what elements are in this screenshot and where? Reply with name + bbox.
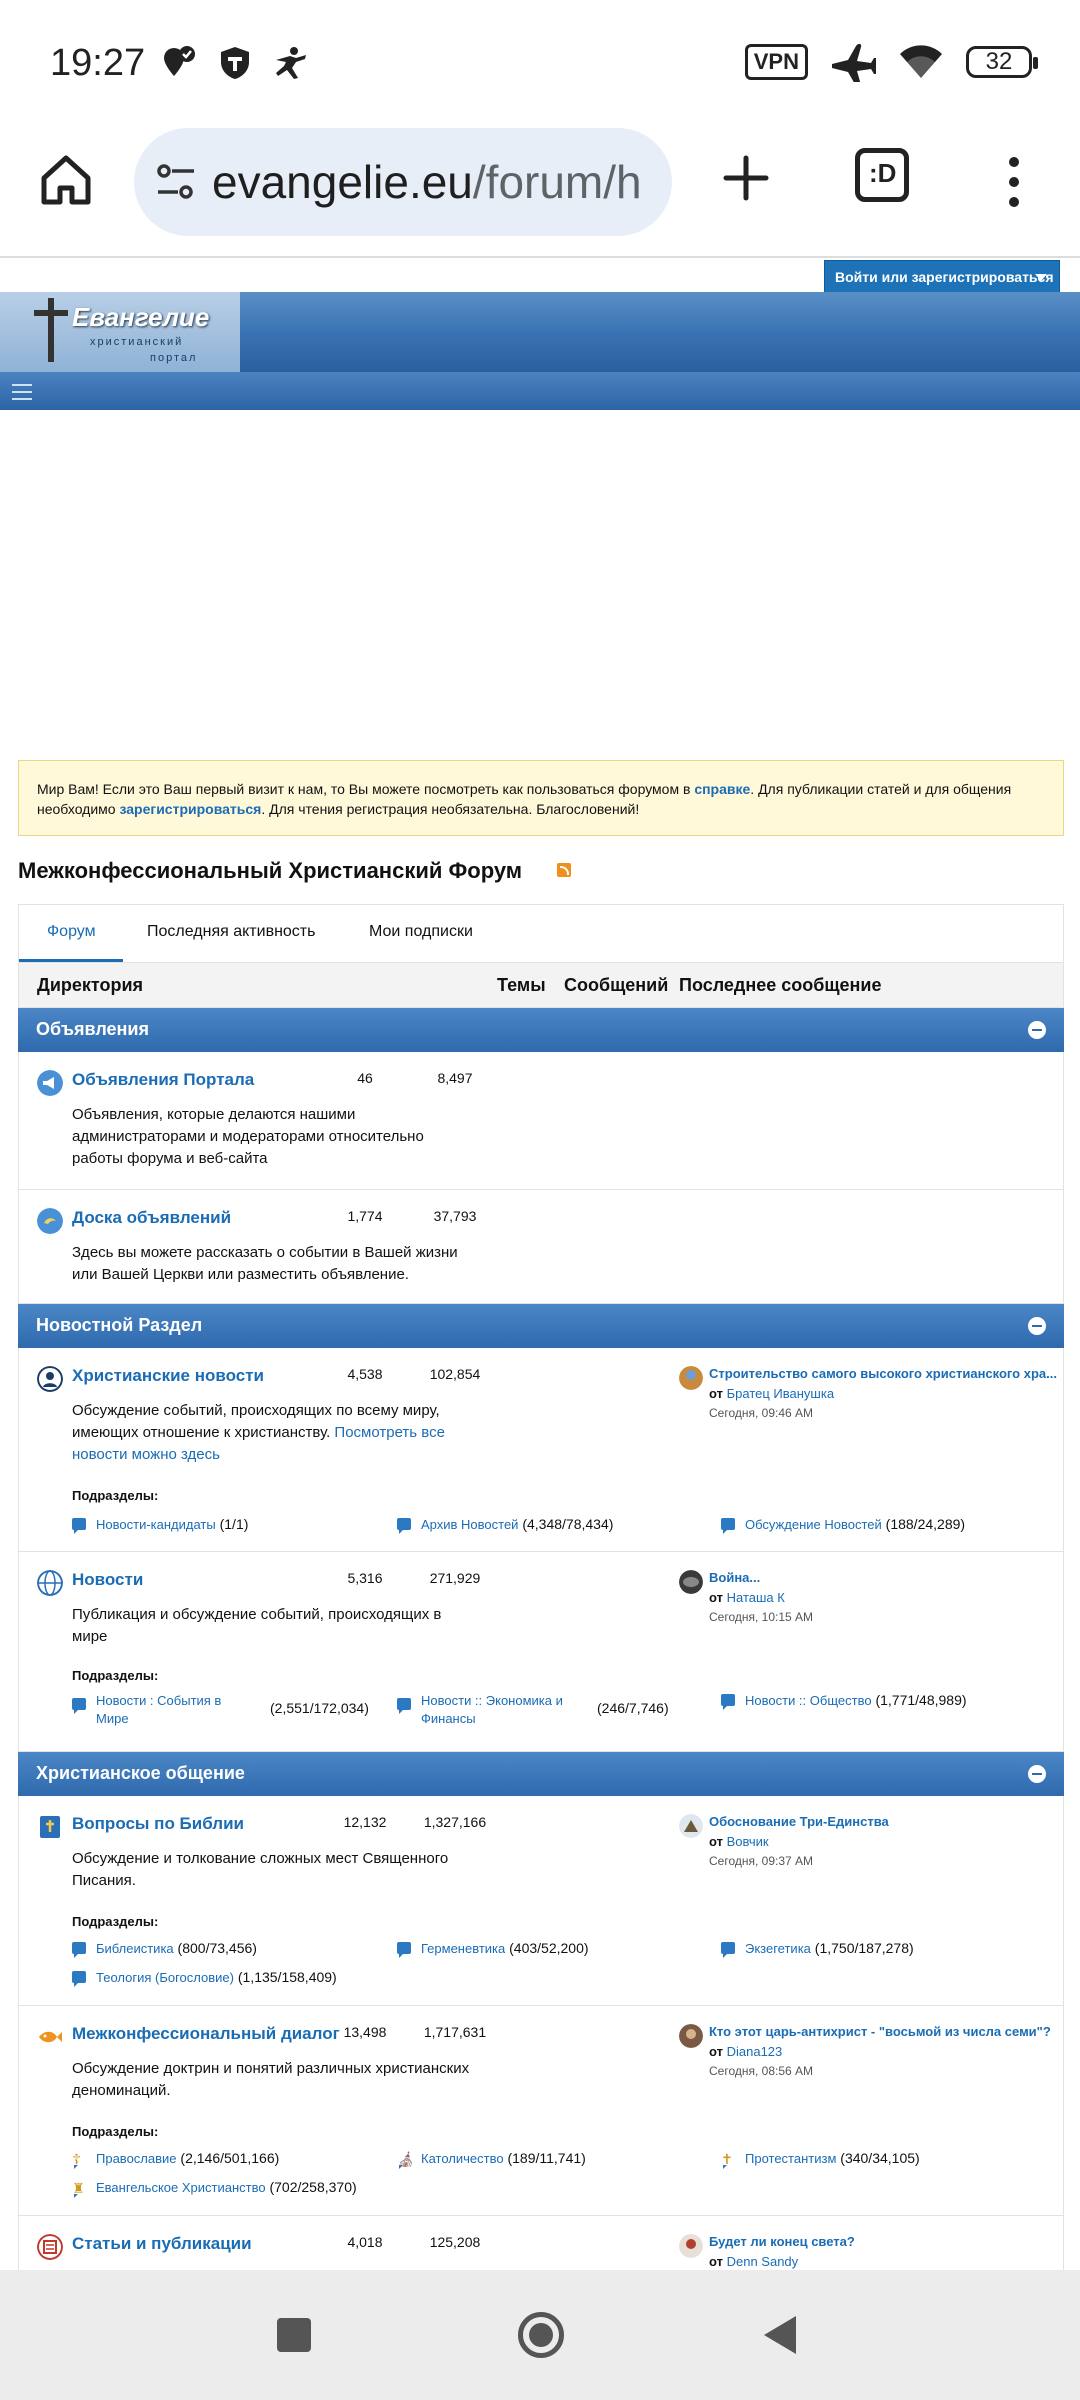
subforum-item[interactable]	[72, 2150, 279, 2166]
forum-description: Обсуждение и толкование сложных мест Священного Писания.	[72, 1850, 449, 1889]
orthodox-cross-icon: ☦	[72, 2151, 86, 2165]
posts-count: 1,717,631	[423, 2024, 487, 2040]
subforums-label: Подразделы:	[72, 1488, 159, 1503]
by-prefix: от	[709, 2044, 723, 2059]
last-post-user[interactable]: Diana123	[726, 2044, 783, 2059]
login-register-button[interactable]	[824, 260, 1060, 294]
subforum-counts: (800/73,456)	[177, 1940, 257, 1956]
cross-icon: ✝	[721, 2151, 735, 2165]
subforum-counts: (2,551/172,034)	[270, 1700, 369, 1716]
subforum-link[interactable]: Евангельское Христианство	[96, 2180, 266, 2195]
subforum-link[interactable]: Католичество	[421, 2151, 504, 2166]
last-post-title[interactable]: Война...	[709, 1570, 761, 1585]
subforum-counts: (189/11,741)	[507, 2150, 586, 2166]
column-directory: Директория	[37, 975, 144, 995]
subforum-icon	[721, 1942, 735, 1954]
forum-description: Здесь вы можете рассказать о событии в Вашей жизни или Вашей Церкви или разместить объявление.	[72, 1244, 458, 1283]
all-news-link[interactable]: Посмотреть все новости можно здесь	[72, 1424, 445, 1463]
last-post-user[interactable]: Братец Иванушка	[726, 1386, 835, 1401]
subforum-icon	[72, 1518, 86, 1530]
subforum-link[interactable]: Новости : События в Мире	[96, 1693, 222, 1726]
subforum-link[interactable]: Новости-кандидаты	[96, 1517, 216, 1532]
subforums-label: Подразделы:	[72, 1668, 159, 1683]
forum-title[interactable]: Вопросы по Библии	[72, 1814, 244, 1833]
subforum-link[interactable]: Экзегетика	[745, 1941, 811, 1956]
tab-my-subscriptions[interactable]: Мои подписки	[369, 923, 473, 940]
last-post-user[interactable]: Denn Sandy	[726, 2254, 799, 2269]
forum-row	[18, 2216, 1064, 2276]
subforum-counts: (403/52,200)	[509, 1940, 589, 1956]
system-nav-bar	[0, 2270, 1080, 2400]
subforum-item[interactable]	[397, 1692, 669, 1728]
topics-count: 4,018	[347, 2234, 383, 2250]
subforum-icon	[397, 1698, 411, 1710]
subforum-counts: (246/7,746)	[597, 1700, 669, 1716]
by-prefix: от	[709, 2254, 723, 2269]
bible-icon	[37, 1814, 63, 1840]
forum-row	[18, 1348, 1064, 1552]
column-last-post: Последнее сообщение	[679, 975, 882, 995]
logo-line2: христианский	[90, 336, 184, 348]
forum-title[interactable]: Объявления Портала	[72, 1070, 255, 1089]
forum-navbar	[0, 372, 1080, 410]
subforum-icon	[721, 1694, 735, 1706]
location-check-icon	[160, 44, 198, 82]
chalice-icon: ♜	[72, 2180, 85, 2196]
last-post-title[interactable]: Будет ли конец света?	[709, 2234, 855, 2249]
subforum-counts: (2,146/501,166)	[180, 2150, 280, 2166]
avatar[interactable]	[679, 1814, 703, 1838]
topics-count: 46	[357, 1070, 373, 1086]
by-prefix: от	[709, 1834, 723, 1849]
forum-row	[18, 1052, 1064, 1190]
section-header[interactable]	[18, 1304, 1064, 1348]
forum-row	[18, 2006, 1064, 2216]
subforum-link[interactable]: Православие	[96, 2151, 177, 2166]
topics-count: 12,132	[343, 1814, 387, 1830]
last-post-author	[709, 1834, 769, 1849]
forum-description-text: Обсуждение событий, происходящих по всему миру, имеющих отношение к христианству.	[72, 1402, 440, 1441]
subforum-counts: (4,348/78,434)	[522, 1516, 614, 1532]
subforum-counts: (340/34,105)	[840, 2150, 920, 2166]
last-post-user[interactable]: Наташа К	[726, 1590, 785, 1605]
subforum-link[interactable]: Обсуждение Новостей	[745, 1517, 882, 1532]
person-icon	[272, 44, 310, 82]
megaphone-icon	[37, 1070, 63, 1096]
subforum-link[interactable]: Архив Новостей	[421, 1517, 519, 1532]
last-post-author	[709, 2044, 782, 2059]
subforum-link[interactable]: Герменевтика	[421, 1941, 506, 1956]
church-icon: ⛪	[397, 2151, 415, 2167]
forum-title[interactable]: Межконфессиональный диалог	[72, 2024, 340, 2043]
subforum-item[interactable]	[72, 1692, 369, 1728]
section-header[interactable]	[18, 1008, 1064, 1052]
back-icon[interactable]	[764, 2316, 796, 2354]
subforum-item[interactable]	[721, 1940, 914, 1956]
tab-forum[interactable]: Форум	[47, 923, 96, 940]
site-banner	[0, 292, 1080, 372]
subforum-item[interactable]	[72, 1940, 257, 1956]
tabs-glyph: :D	[869, 158, 897, 188]
forum-topbar	[0, 258, 1080, 292]
login-register-label: Войти или зарегистрироваться	[835, 269, 1054, 285]
section-title: Христианское общение	[36, 1763, 245, 1783]
avatar[interactable]	[679, 1570, 703, 1594]
posts-count: 271,929	[429, 1570, 481, 1586]
subforum-link[interactable]: Протестантизм	[745, 2151, 837, 2166]
last-post-date: Сегодня, 09:46 AM	[709, 1406, 814, 1420]
tabs-icon[interactable]	[855, 148, 909, 202]
forum-description: Обсуждение доктрин и понятий различных христианских деноминаций.	[72, 2060, 470, 2099]
subforum-item[interactable]	[72, 2179, 357, 2195]
battery-icon: 32	[966, 46, 1032, 78]
subforum-counts: (1,771/48,989)	[875, 1692, 967, 1708]
welcome-notice	[18, 760, 1064, 836]
logo-title: Евангелие	[72, 302, 210, 332]
cross-icon	[48, 298, 54, 362]
forum-title[interactable]: Христианские новости	[72, 1366, 264, 1385]
forum-title[interactable]: Новости	[72, 1570, 144, 1589]
avatar[interactable]	[679, 1366, 703, 1390]
recents-icon[interactable]	[277, 2318, 311, 2352]
forum-description: Публикация и обсуждение событий, происходящих в мире	[72, 1606, 442, 1645]
globe-icon	[37, 1570, 63, 1596]
caret-down-icon	[1035, 274, 1047, 281]
subforum-link[interactable]: Теология (Богословие)	[96, 1970, 234, 1985]
collapse-icon[interactable]	[1028, 1021, 1046, 1039]
url-text[interactable]	[212, 155, 642, 209]
fish-icon	[37, 2024, 63, 2050]
posts-count: 8,497	[437, 1070, 473, 1086]
vpn-badge: VPN	[745, 44, 808, 80]
subforum-counts: (1,135/158,409)	[237, 1969, 337, 1985]
browser-toolbar	[0, 128, 1080, 258]
last-post-author	[709, 1590, 785, 1605]
subforum-icon	[721, 1518, 735, 1530]
last-post-title[interactable]: Строительство самого высокого христианского хра...	[709, 1366, 1057, 1381]
logo-line3: портал	[150, 352, 198, 364]
topics-count: 1,774	[347, 1208, 383, 1224]
status-bar	[0, 0, 1080, 128]
subforum-item[interactable]	[72, 1969, 337, 1985]
avatar[interactable]	[679, 2234, 703, 2258]
last-post-author	[709, 1386, 834, 1401]
last-post-user[interactable]: Вовчик	[726, 1834, 769, 1849]
subforum-item[interactable]	[397, 2150, 586, 2166]
subforum-item[interactable]	[397, 1516, 613, 1532]
notice-text-3: . Для чтения регистрация необязательна. Благословений!	[261, 801, 640, 817]
section-header[interactable]	[18, 1752, 1064, 1796]
help-link[interactable]: справке	[694, 781, 751, 797]
subforum-icon	[72, 1698, 86, 1710]
subforum-counts: (702/258,370)	[269, 2179, 357, 2195]
subforum-icon	[72, 1942, 86, 1954]
subforum-link[interactable]: Библеистика	[96, 1941, 174, 1956]
avatar[interactable]	[679, 2024, 703, 2048]
clock: 19:27	[50, 42, 146, 84]
section-title: Объявления	[36, 1019, 149, 1039]
forum-row	[18, 1552, 1064, 1752]
plus-icon[interactable]	[718, 150, 774, 206]
subforum-link[interactable]: Новости :: Экономика и Финансы	[421, 1693, 563, 1726]
articles-icon	[37, 2234, 63, 2260]
by-prefix: от	[709, 1590, 723, 1605]
subforum-item[interactable]	[721, 1516, 965, 1532]
last-post-title[interactable]: Кто этот царь-антихрист - "восьмой из числа семи"?	[709, 2024, 1051, 2039]
hamburger-menu-icon[interactable]	[12, 384, 32, 400]
url-host: evangelie.eu	[212, 156, 473, 208]
subforum-counts: (188/24,289)	[885, 1516, 966, 1532]
collapse-icon[interactable]	[1028, 1765, 1046, 1783]
subforum-item[interactable]	[72, 1516, 248, 1532]
subforum-counts: (1,750/187,278)	[814, 1940, 914, 1956]
subforum-item[interactable]	[397, 1940, 589, 1956]
tune-icon[interactable]	[154, 160, 198, 204]
subforums-label: Подразделы:	[72, 1914, 159, 1929]
by-prefix: от	[709, 1386, 723, 1401]
last-post-author	[709, 2254, 798, 2269]
airplane-icon	[830, 42, 876, 82]
last-post-date: Сегодня, 10:15 AM	[709, 1610, 814, 1624]
home-circle-icon[interactable]	[518, 2312, 564, 2358]
notice-text-1: Мир Вам! Если это Ваш первый визит к нам, то Вы можете посмотреть как пользоваться форумом в	[37, 781, 695, 797]
forum-title[interactable]: Статьи и публикации	[72, 2234, 252, 2253]
column-topics: Темы	[497, 975, 546, 995]
posts-count: 125,208	[429, 2234, 481, 2250]
forum-tabs	[18, 904, 1064, 962]
forum-description: Объявления, которые делаются нашими администраторами и модераторами относительно работы форума и веб-сайта	[72, 1106, 424, 1167]
board-icon	[37, 1208, 63, 1234]
wifi-icon	[898, 42, 944, 82]
page-title: Межконфессиональный Христианский Форум	[18, 858, 523, 883]
last-post-date: Сегодня, 09:37 AM	[709, 1854, 814, 1868]
forum-row	[18, 1796, 1064, 2006]
forum-row	[18, 1190, 1064, 1304]
tab-recent-activity[interactable]: Последняя активность	[147, 923, 316, 940]
last-post-date: Сегодня, 08:56 AM	[709, 2064, 814, 2078]
collapse-icon[interactable]	[1028, 1317, 1046, 1335]
subforum-link[interactable]: Новости :: Общество	[745, 1693, 872, 1708]
posts-count: 37,793	[433, 1208, 477, 1224]
url-path: /forum/h	[472, 156, 642, 208]
posts-count: 102,854	[429, 1366, 481, 1382]
subforum-item[interactable]	[721, 2150, 920, 2166]
site-logo[interactable]	[0, 292, 240, 372]
subforum-item[interactable]	[721, 1692, 967, 1708]
news-person-icon	[37, 1366, 63, 1392]
column-posts: Сообщений	[564, 975, 669, 995]
subforum-icon	[397, 1942, 411, 1954]
register-link[interactable]: зарегистрироваться	[119, 801, 262, 817]
subforums-label: Подразделы:	[72, 2124, 159, 2139]
section-title: Новостной Раздел	[36, 1315, 203, 1335]
url-bar[interactable]	[134, 128, 672, 236]
notice-text-2: . Для публикации статей и для общения необходимо	[37, 781, 1012, 817]
topics-count: 4,538	[347, 1366, 383, 1382]
subforum-counts: (1/1)	[219, 1516, 249, 1532]
subforum-icon	[72, 1971, 86, 1983]
forum-description	[72, 1400, 472, 1466]
topics-count: 5,316	[347, 1570, 383, 1586]
shield-t-icon	[216, 44, 254, 82]
menu-dots-icon[interactable]	[1004, 154, 1024, 210]
home-icon[interactable]	[38, 152, 94, 208]
forum-title[interactable]: Доска объявлений	[72, 1208, 232, 1227]
table-header	[18, 962, 1064, 1008]
subforum-icon	[397, 1518, 411, 1530]
posts-count: 1,327,166	[423, 1814, 487, 1830]
topics-count: 13,498	[343, 2024, 387, 2040]
last-post-title[interactable]: Обоснование Три-Единства	[709, 1814, 889, 1829]
rss-icon[interactable]	[557, 863, 571, 877]
